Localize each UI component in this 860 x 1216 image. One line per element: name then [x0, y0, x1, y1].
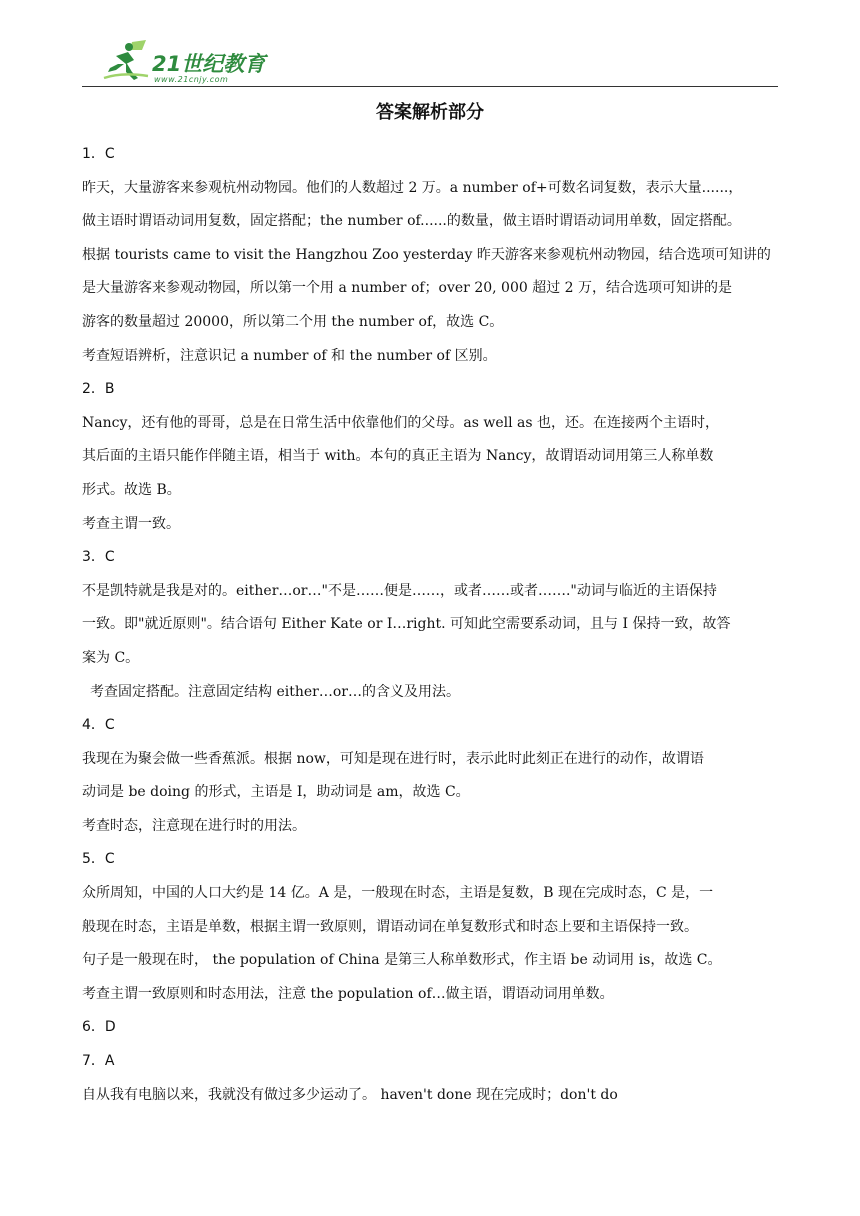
answer-number: 7．A — [82, 1053, 115, 1070]
page-header — [82, 36, 778, 87]
text-line: 其后面的主语只能作伴随主语，相当于 with。本句的真正主语为 Nancy，故谓语动词用第三人称单数 — [82, 448, 714, 465]
text-line: 考查主谓一致原则和时态用法，注意 the population of…做主语，谓语动词用单数。 — [82, 985, 614, 1002]
text-line: 动词是 be doing 的形式，主语是 I，助动词是 am，故选 C。 — [82, 784, 470, 801]
logo-text: 21世纪教育 — [152, 52, 266, 76]
text-line: 游客的数量超过 20000，所以第二个用 the number of，故选 C。 — [82, 313, 504, 330]
text-line: 不是凯特就是我是对的。either…or…"不是……便是……，或者……或者……."动词与临近的主语保持 — [82, 582, 717, 599]
text-line: 案为 C。 — [82, 649, 140, 666]
answer-number: 3．C — [82, 549, 115, 566]
text-line: 自从我有电脑以来，我就没有做过多少运动了。 haven't done 现在完成时；don't do — [82, 1086, 618, 1103]
text-line: 句子是一般现在时， the population of China 是第三人称单数形式，作主语 be 动词用 is，故选 C。 — [82, 952, 722, 969]
text-line: 我现在为聚会做一些香蕉派。根据 now，可知是现在进行时，表示此时此刻正在进行的动作，故谓语 — [82, 750, 704, 767]
text-line: 昨天，大量游客来参观杭州动物园。他们的人数超过 2 万。a number of+可数名词复数，表示大量......， — [82, 179, 743, 196]
answer-number: 1．C — [82, 146, 115, 162]
runner-logo-icon — [102, 38, 152, 84]
text-line: 考查主谓一致。 — [82, 515, 180, 532]
text-line: 形式。故选 B。 — [82, 481, 181, 498]
text-line: 根据 tourists came to visit the Hangzhou Zoo yesterday 昨天游客来参观杭州动物园，结合选项可知讲的 — [82, 246, 771, 263]
logo — [102, 38, 282, 84]
answer-number: 5．C — [82, 851, 115, 868]
answer-number: 4．C — [82, 717, 115, 734]
text-line: 考查时态，注意现在进行时的用法。 — [82, 817, 306, 834]
answer-number: 6．D — [82, 1019, 116, 1036]
text-line: 是大量游客来参观动物园，所以第一个用 a number of；over 20, 000 超过 2 万，结合选项可知讲的是 — [82, 280, 733, 297]
text-line: 做主语时谓语动词用复数，固定搭配；the number of......的数量，做主语时谓语动词用单数，固定搭配。 — [82, 213, 741, 230]
answer-number: 2．B — [82, 381, 115, 398]
text-line: 考查固定搭配。注意固定结构 either…or…的含义及用法。 — [90, 683, 460, 700]
text-line: Nancy，还有他的哥哥，总是在日常生活中依靠他们的父母。as well as 也，还。在连接两个主语时， — [82, 414, 719, 431]
text-line: 考查短语辨析，注意识记 a number of 和 the number of 区别。 — [82, 347, 497, 364]
text-line: 般现在时态，主语是单数，根据主谓一致原则，谓语动词在单复数形式和时态上要和主语保持一致。 — [82, 918, 698, 935]
answer-body — [82, 138, 780, 1112]
text-line: 众所周知，中国的人口大约是 14 亿。A 是，一般现在时态，主语是复数，B 现在完成时态，C 是，一 — [82, 885, 714, 902]
logo-url: www.21cnjy.com — [154, 75, 229, 84]
text-line: 一致。即"就近原则"。结合语句 Either Kate or I…right. 可知此空需要系动词，且与 I 保持一致，故答 — [82, 616, 731, 633]
page-title: 答案解析部分 — [376, 102, 484, 123]
